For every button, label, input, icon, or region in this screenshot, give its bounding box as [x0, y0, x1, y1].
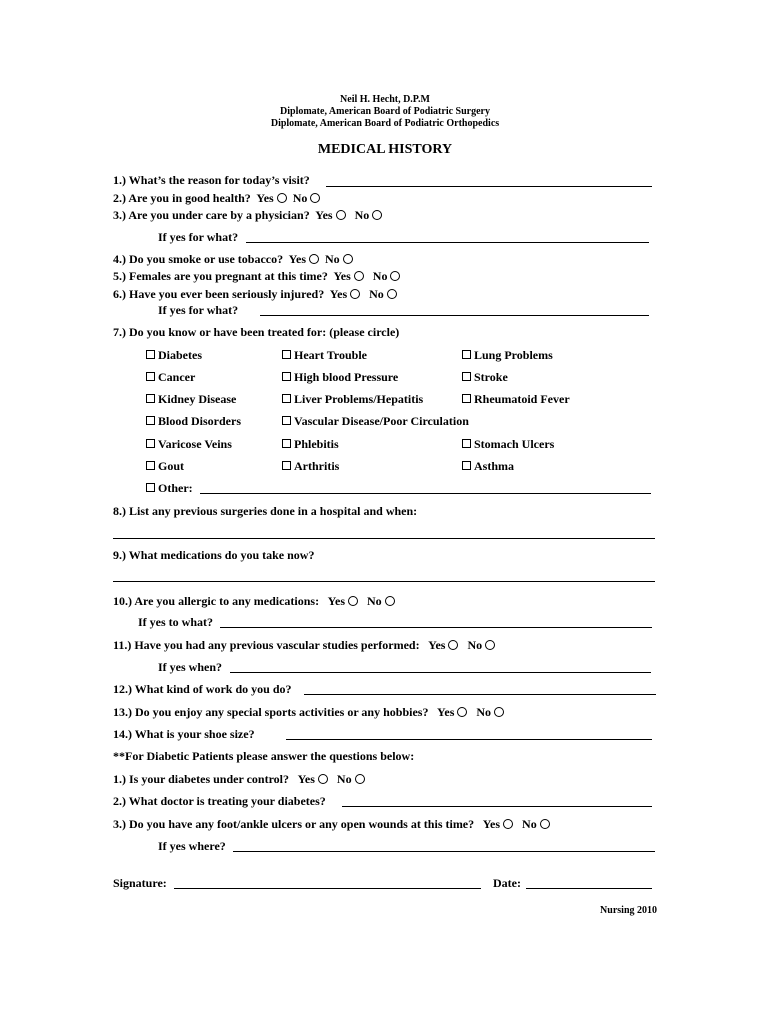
- diabetic-question-3-label: 3.) Do you have any foot/ankle ulcers or any open wounds at this time?: [113, 817, 475, 831]
- question-3-if-line[interactable]: [246, 242, 649, 243]
- condition-phlebitis[interactable]: [282, 437, 339, 451]
- condition-label: High blood Pressure: [294, 370, 399, 384]
- diabetic-question-1: [113, 772, 365, 786]
- condition-blood-disorders[interactable]: [146, 414, 241, 428]
- yes-label: Yes: [297, 772, 315, 786]
- blood-disorders-checkbox[interactable]: [146, 416, 155, 425]
- question-12-label: 12.) What kind of work do you do?: [113, 682, 292, 696]
- yes-label: Yes: [315, 208, 333, 222]
- stomach-ulcers-checkbox[interactable]: [462, 439, 471, 448]
- question-10-yes-radio[interactable]: [348, 596, 358, 606]
- question-8-answer-line[interactable]: [113, 538, 655, 539]
- no-label: No: [476, 705, 492, 719]
- other-checkbox[interactable]: [146, 483, 155, 492]
- question-3-label: 3.) Are you under care by a physician?: [113, 208, 310, 222]
- condition-label: Varicose Veins: [158, 437, 232, 451]
- question-1-label: 1.) What’s the reason for today’s visit?: [113, 173, 310, 187]
- question-3-if-label: If yes for what?: [158, 230, 239, 244]
- condition-label: Heart Trouble: [294, 348, 367, 362]
- question-4-yes-radio[interactable]: [309, 254, 319, 264]
- condition-label: Other:: [158, 481, 193, 495]
- condition-stroke[interactable]: [462, 370, 508, 384]
- question-5-yes-radio[interactable]: [354, 271, 364, 281]
- condition-label: Diabetes: [158, 348, 202, 362]
- condition-label: Asthma: [474, 459, 515, 473]
- question-14-answer-line[interactable]: [286, 739, 652, 740]
- condition-other[interactable]: [146, 481, 193, 495]
- question-11-no-radio[interactable]: [485, 640, 495, 650]
- arthritis-checkbox[interactable]: [282, 461, 291, 470]
- credential-line-1: Diplomate, American Board of Podiatric Surgery: [280, 106, 490, 117]
- varicose-veins-checkbox[interactable]: [146, 439, 155, 448]
- phlebitis-checkbox[interactable]: [282, 439, 291, 448]
- no-label: No: [292, 191, 308, 205]
- no-label: No: [354, 208, 370, 222]
- question-7-label: 7.) Do you know or have been treated for: (please circle): [113, 325, 400, 339]
- signature-label: Signature:: [113, 876, 167, 890]
- diabetic-question-3-if-line[interactable]: [233, 851, 655, 852]
- date-label: Date:: [493, 876, 521, 890]
- question-13-label: 13.) Do you enjoy any special sports activities or any hobbies?: [113, 705, 429, 719]
- question-11-if-line[interactable]: [230, 672, 651, 673]
- diabetic-question-3-no-radio[interactable]: [540, 819, 550, 829]
- no-label: No: [369, 287, 384, 301]
- doctor-name: Neil H. Hecht, D.P.M: [340, 94, 430, 105]
- liver-problems-checkbox[interactable]: [282, 394, 291, 403]
- condition-kidney-disease[interactable]: [146, 392, 236, 406]
- no-label: No: [367, 594, 382, 608]
- question-6-label: 6.) Have you ever been seriously injured?: [113, 287, 325, 301]
- question-6-yes-radio[interactable]: [350, 289, 360, 299]
- condition-label: Arthritis: [294, 459, 340, 473]
- stroke-checkbox[interactable]: [462, 372, 471, 381]
- condition-diabetes[interactable]: [146, 348, 202, 362]
- condition-label: Vascular Disease/Poor Circulation: [294, 414, 469, 428]
- question-14-label: 14.) What is your shoe size?: [113, 727, 255, 741]
- yes-label: Yes: [428, 638, 446, 652]
- question-5-label: 5.) Females are you pregnant at this time?: [113, 269, 328, 283]
- question-2-yes-radio[interactable]: [277, 193, 287, 203]
- diabetic-question-3: [113, 817, 550, 831]
- condition-stomach-ulcers[interactable]: [462, 437, 554, 451]
- question-3-yes-radio[interactable]: [336, 210, 346, 220]
- condition-cancer[interactable]: [146, 370, 195, 384]
- yes-label: Yes: [329, 287, 348, 301]
- other-condition-line[interactable]: [200, 493, 651, 494]
- question-11-label: 11.) Have you had any previous vascular studies performed:: [113, 638, 420, 652]
- page-title: MEDICAL HISTORY: [317, 142, 453, 157]
- condition-label: Liver Problems/Hepatitis: [294, 392, 424, 406]
- diabetes-checkbox[interactable]: [146, 350, 155, 359]
- high-blood-pressure-checkbox[interactable]: [282, 372, 291, 381]
- condition-label: Gout: [158, 459, 185, 473]
- condition-label: Blood Disorders: [158, 414, 242, 428]
- no-label: No: [522, 817, 537, 831]
- yes-label: Yes: [333, 269, 351, 283]
- form-version-footer: Nursing 2010: [600, 905, 657, 916]
- question-13-yes-radio[interactable]: [457, 707, 467, 717]
- condition-high-blood-pressure[interactable]: [282, 370, 398, 384]
- no-label: No: [467, 638, 483, 652]
- question-10-if-label: If yes to what?: [138, 615, 213, 629]
- condition-label: Stomach Ulcers: [474, 437, 555, 451]
- credential-line-2: Diplomate, American Board of Podiatric Orthopedics: [270, 118, 500, 129]
- question-6: [113, 287, 397, 301]
- question-1-answer-line[interactable]: [326, 186, 652, 187]
- condition-arthritis[interactable]: [282, 459, 339, 473]
- question-2-no-radio[interactable]: [310, 193, 320, 203]
- lung-problems-checkbox[interactable]: [462, 350, 471, 359]
- condition-label: Cancer: [158, 370, 196, 384]
- question-4-label: 4.) Do you smoke or use tobacco?: [113, 252, 284, 266]
- condition-label: Stroke: [474, 370, 508, 384]
- diabetic-question-1-yes-radio[interactable]: [318, 774, 328, 784]
- condition-gout[interactable]: [146, 459, 184, 473]
- question-13: [113, 705, 504, 719]
- question-10-if-line[interactable]: [220, 627, 652, 628]
- condition-asthma[interactable]: [462, 459, 514, 473]
- yes-label: Yes: [256, 191, 274, 205]
- question-12-answer-line[interactable]: [304, 694, 656, 695]
- condition-liver-problems[interactable]: [282, 392, 423, 406]
- question-11: [113, 638, 495, 652]
- condition-label: Lung Problems: [474, 348, 553, 362]
- vascular-disease-checkbox[interactable]: [282, 416, 291, 425]
- date-line[interactable]: [526, 888, 652, 889]
- no-label: No: [336, 772, 352, 786]
- diabetic-question-2-answer-line[interactable]: [342, 806, 652, 807]
- yes-label: Yes: [482, 817, 501, 831]
- question-11-if-label: If yes when?: [158, 660, 223, 674]
- heart-trouble-checkbox[interactable]: [282, 350, 291, 359]
- rheumatoid-fever-checkbox[interactable]: [462, 394, 471, 403]
- condition-varicose-veins[interactable]: [146, 437, 232, 451]
- no-label: No: [325, 252, 340, 266]
- diabetic-question-1-label: 1.) Is your diabetes under control?: [113, 772, 290, 786]
- question-3: [113, 208, 382, 222]
- yes-label: Yes: [327, 594, 345, 608]
- question-2-label: 2.) Are you in good health?: [113, 191, 251, 205]
- question-6-if-line[interactable]: [260, 315, 649, 316]
- question-5: [113, 269, 400, 283]
- question-6-no-radio[interactable]: [387, 289, 397, 299]
- question-13-no-radio[interactable]: [494, 707, 504, 717]
- kidney-disease-checkbox[interactable]: [146, 394, 155, 403]
- question-8-label: 8.) List any previous surgeries done in a hospital and when:: [113, 504, 418, 518]
- question-4-no-radio[interactable]: [343, 254, 353, 264]
- gout-checkbox[interactable]: [146, 461, 155, 470]
- condition-vascular-disease[interactable]: [282, 414, 469, 428]
- condition-label: Rheumatoid Fever: [474, 392, 570, 406]
- condition-heart-trouble[interactable]: [282, 348, 367, 362]
- diabetic-question-3-if-label: If yes where?: [158, 839, 226, 853]
- question-3-no-radio[interactable]: [372, 210, 382, 220]
- diabetic-question-2-label: 2.) What doctor is treating your diabetes?: [113, 794, 326, 808]
- question-10-label: 10.) Are you allergic to any medications:: [113, 594, 320, 608]
- question-9-label: 9.) What medications do you take now?: [113, 548, 315, 562]
- question-10: [113, 594, 395, 608]
- diabetic-note: **For Diabetic Patients please answer the questions below:: [113, 749, 415, 763]
- condition-rheumatoid-fever[interactable]: [462, 392, 570, 406]
- question-11-yes-radio[interactable]: [448, 640, 458, 650]
- yes-label: Yes: [437, 705, 455, 719]
- diabetic-question-1-no-radio[interactable]: [355, 774, 365, 784]
- question-4: [113, 252, 353, 266]
- condition-label: Phlebitis: [294, 437, 339, 451]
- diabetic-question-3-yes-radio[interactable]: [503, 819, 513, 829]
- asthma-checkbox[interactable]: [462, 461, 471, 470]
- no-label: No: [372, 269, 388, 283]
- question-2: [113, 191, 320, 205]
- yes-label: Yes: [288, 252, 307, 266]
- question-6-if-label: If yes for what?: [158, 303, 239, 317]
- condition-label: Kidney Disease: [158, 392, 237, 406]
- condition-lung-problems[interactable]: [462, 348, 553, 362]
- question-9-answer-line[interactable]: [113, 581, 655, 582]
- signature-line[interactable]: [174, 888, 481, 889]
- cancer-checkbox[interactable]: [146, 372, 155, 381]
- question-5-no-radio[interactable]: [390, 271, 400, 281]
- question-10-no-radio[interactable]: [385, 596, 395, 606]
